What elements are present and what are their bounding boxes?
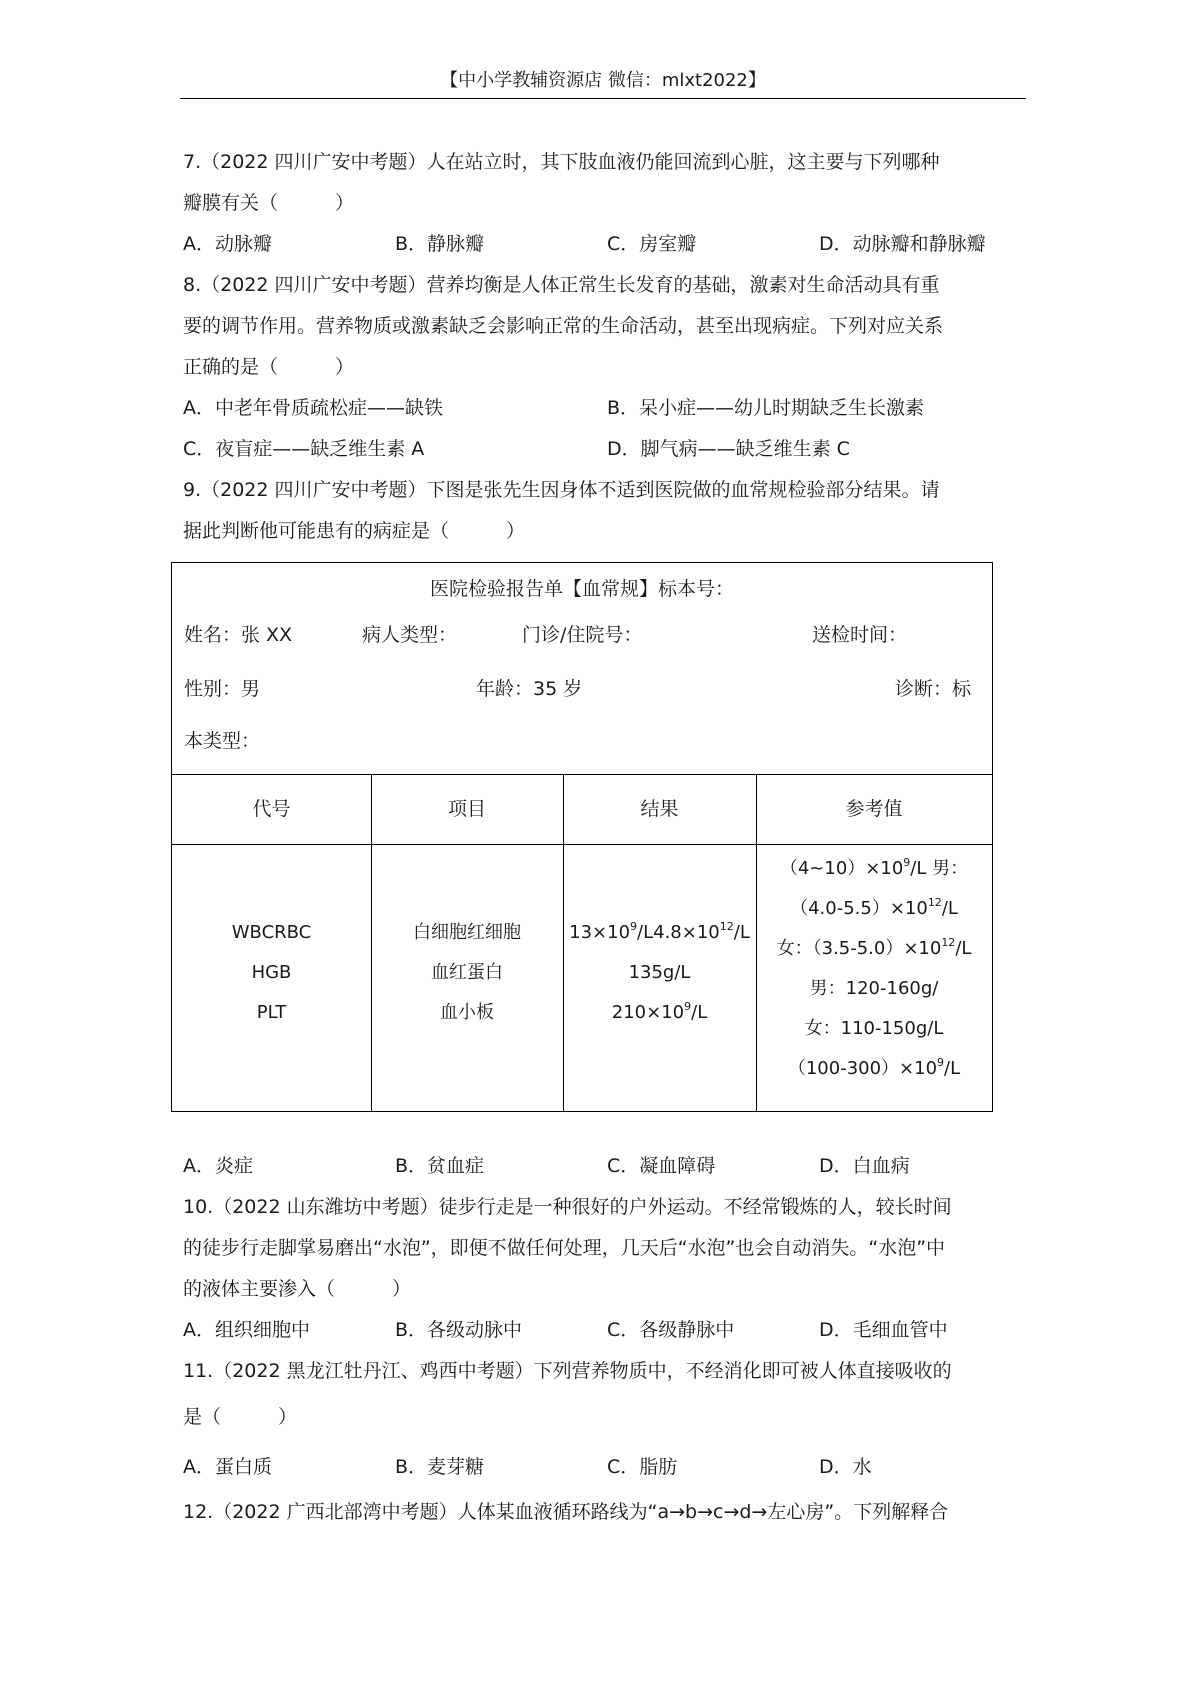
report-age: 年龄：35 岁	[476, 678, 583, 700]
item-list	[371, 913, 563, 1033]
header-result: 结果	[640, 798, 679, 820]
q7-option-a: A．动脉瓣	[183, 233, 272, 255]
ref-plt: $(100-300)\times 10^9/L$	[787, 1056, 961, 1079]
q12-line-1: 12.（2022 广西北部湾中考题）人体某血液循环路线为“a→b→c→d→左心房”。下列解释合	[183, 1501, 949, 1523]
item-platelet: 血小板	[440, 1002, 494, 1023]
q10-line-3: 的液体主要渗入（ ）	[183, 1278, 412, 1300]
table-rule-top	[172, 774, 992, 775]
item-hemoglobin: 血红蛋白	[431, 962, 503, 983]
header-reference: 参考值	[845, 798, 903, 820]
questions-part-1	[183, 142, 1033, 552]
report-title: 医院检验报告单【血常规】标本号：	[429, 578, 734, 600]
result-plt: $210\times 10^9/L$	[611, 1000, 708, 1023]
code-wbcrbc: WBCRBC	[231, 922, 312, 943]
q10-line-2: 的徒步行走脚掌易磨出“水泡”，即便不做任何处理，几天后“水泡”也会自动消失。“水泡”中	[183, 1237, 946, 1259]
questions-part-2	[183, 1146, 1033, 1533]
q11-option-b: B．麦芽糖	[395, 1456, 485, 1478]
q7-option-b: B．静脉瓣	[395, 233, 485, 255]
q7-line-1: 7.（2022 四川广安中考题）人在站立时，其下肢血液仍能回流到心脏，这主要与下列哪种	[183, 151, 940, 173]
result-hgb: 135g/L	[628, 962, 691, 983]
code-plt: PLT	[256, 1002, 287, 1023]
q10-option-b: B．各级动脉中	[395, 1319, 523, 1341]
q8-option-c: C．夜盲症——缺乏维生素 A	[183, 438, 425, 460]
q10-options	[183, 1310, 1033, 1351]
q7-options	[183, 224, 1033, 265]
q10-option-d: D．毛细血管中	[819, 1319, 948, 1341]
lab-report-table	[171, 562, 993, 1112]
q8-options-row-2	[183, 429, 1033, 470]
q10-line-1: 10.（2022 山东潍坊中考题）徒步行走是一种很好的户外运动。不经常锻炼的人，较长时间	[183, 1196, 952, 1218]
report-diagnosis: 诊断：标	[895, 678, 972, 700]
header-rule	[180, 98, 1026, 99]
reference-list	[756, 849, 992, 1089]
ref-hgb-female: 女：110-150g/L	[804, 1018, 944, 1039]
report-name: 姓名：张 XX	[184, 624, 293, 646]
item-wbc-rbc: 白细胞红细胞	[413, 922, 521, 943]
q11-line-1: 11.（2022 黑龙江牡丹江、鸡西中考题）下列营养物质中，不经消化即可被人体直接吸收的	[183, 1360, 952, 1382]
q11-options	[183, 1442, 1033, 1492]
q8-line-3: 正确的是（ ）	[183, 356, 355, 378]
header-item: 项目	[447, 798, 486, 820]
q11-option-a: A．蛋白质	[183, 1456, 272, 1478]
q9-option-b: B．贫血症	[395, 1155, 485, 1177]
ref-hgb-male: 男：120-160g/	[809, 978, 939, 999]
q9-option-a: A．炎症	[183, 1155, 253, 1177]
code-list	[172, 913, 371, 1033]
q8-line-2: 要的调节作用。营养物质或激素缺乏会影响正常的生命活动，甚至出现病症。下列对应关系	[183, 315, 944, 337]
q9-options	[183, 1146, 1033, 1187]
header-code: 代号	[252, 798, 291, 820]
page-header: 【中小学教辅资源店 微信：mlxt2022】	[440, 70, 766, 91]
q11-option-d: D．水	[819, 1456, 872, 1478]
ref-rbc-female: 女：$(3.5-5.0)\times 10^{12}/L$	[776, 936, 972, 959]
report-send-time: 送检时间：	[812, 624, 908, 646]
q8-line-1: 8.（2022 四川广安中考题）营养均衡是人体正常生长发育的基础，激素对生命活动具有重	[183, 274, 940, 296]
result-list	[563, 913, 756, 1033]
code-hgb: HGB	[251, 962, 292, 983]
q9-option-d: D．白血病	[819, 1155, 910, 1177]
q11-option-c: C．脂肪	[607, 1456, 678, 1478]
q7-option-d: D．动脉瓣和静脉瓣	[819, 233, 986, 255]
q10-option-a: A．组织细胞中	[183, 1319, 310, 1341]
report-patient-type: 病人类型：	[362, 624, 458, 646]
q10-option-c: C．各级静脉中	[607, 1319, 735, 1341]
report-specimen: 本类型：	[184, 730, 261, 752]
result-wbc-rbc: $13\times 10^9/L4.8\times 10^{12}/L$	[569, 920, 750, 943]
q11-line-2: 是（ ）	[183, 1406, 298, 1428]
q9-option-c: C．凝血障碍	[607, 1155, 716, 1177]
q8-option-b: B．呆小症——幼儿时期缺乏生长激素	[607, 397, 925, 419]
q8-options-row-1	[183, 388, 1033, 429]
q8-option-d: D．脚气病——缺乏维生素 C	[607, 438, 850, 460]
q7-line-2: 瓣膜有关（ ）	[183, 192, 355, 214]
ref-rbc-male: $(4.0-5.5)\times 10^{12}/L$	[790, 896, 958, 919]
report-clinic-no: 门诊/住院号：	[522, 624, 643, 646]
table-rule-header	[172, 844, 992, 845]
report-sex: 性别：男	[184, 678, 261, 700]
q9-line-1: 9.（2022 四川广安中考题）下图是张先生因身体不适到医院做的血常规检验部分结果。请	[183, 479, 940, 501]
ref-wbc-male-rbc: $(4\sim 10)\times 10^9/L$ 男：	[779, 856, 969, 879]
q8-option-a: A．中老年骨质疏松症——缺铁	[183, 397, 443, 419]
q9-line-2: 据此判断他可能患有的病症是（ ）	[183, 520, 526, 542]
q7-option-c: C．房室瓣	[607, 233, 697, 255]
